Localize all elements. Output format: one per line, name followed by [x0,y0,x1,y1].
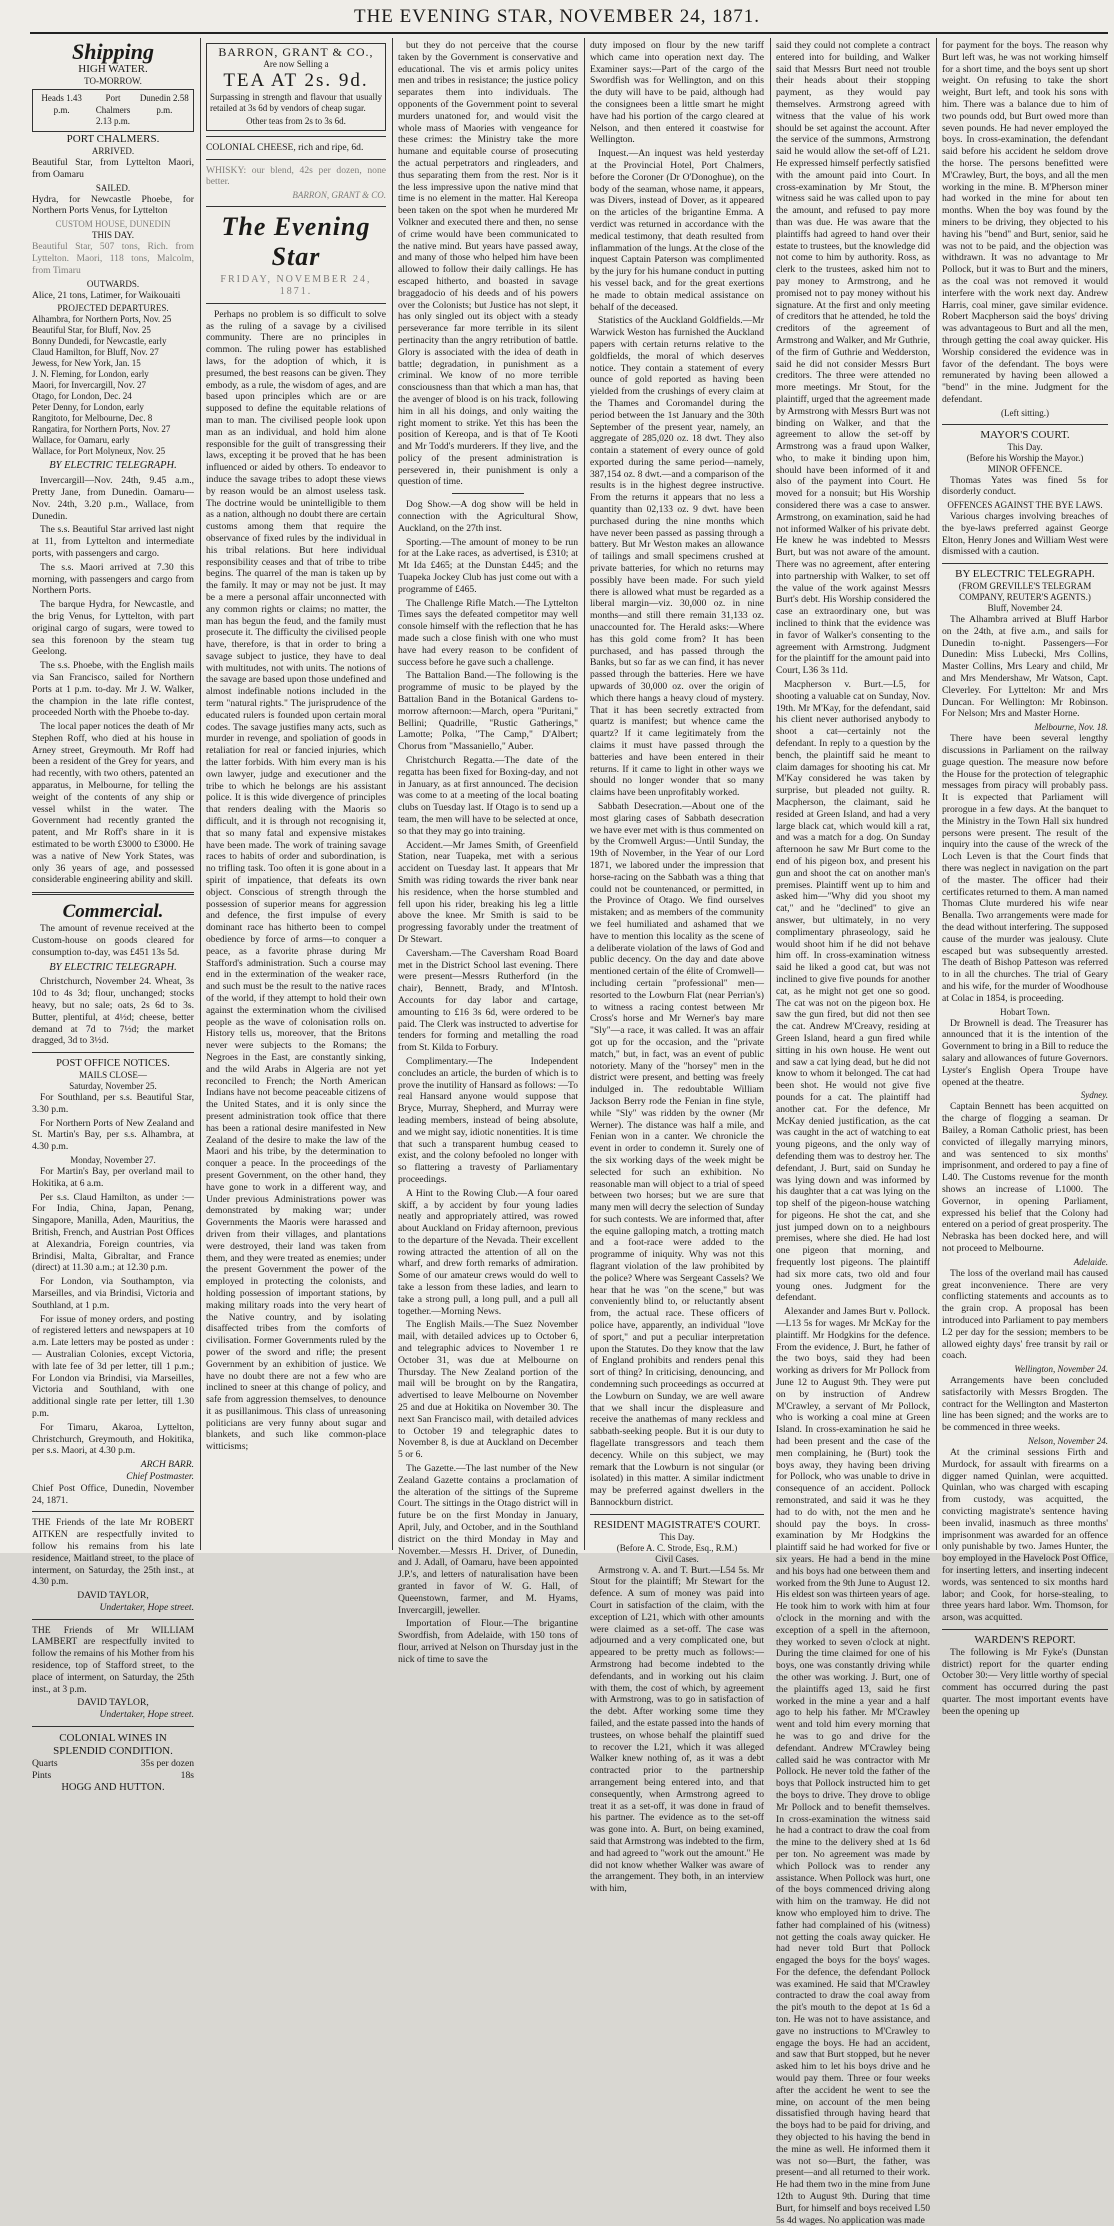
column-shipping [32,39,194,1793]
masthead-rule [30,32,1108,34]
are-now-selling: Are now Selling a [263,58,329,69]
melbourne-dateline: Melbourne, Nov. 18. [1034,722,1108,733]
departures-list [32,314,194,457]
dog-show: Dog Show.—A dog show will be held in connection with the Agricultural Show, Auckland, on the 27th inst. [398,499,578,534]
rowing-club: A Hint to the Rowing Club.—A four oared skiff, a by accident by four young ladies neatly and appropriately attired, was rowed about Auckland on Friday afternoon, previous to the departure of the Nevada. Their excellent rowing attracted the attention of all on the wharf, and drew forth remarks of admiration. Some of our amateur crews would do well to take a lesson from these ladies, and learn to take a strong pull, a long pull, and a pull all together.—Morning News. [398,1187,578,1317]
mc-before: (Before his Worship the Mayor.) [966,452,1084,463]
column-court [590,40,764,1895]
sabbath-desecration: Sabbath Desecration.—About one of the most glaring cases of Sabbath desecration we have ever met with is thus commented on by the Cromwell Argus:—Until Sunday, the 19th of November, in the Year of our Lord 1871, we labored under the impression that horse-racing on the Sabbath was a thing that could not be countenanced, or permitted, in the Province of Otago. We find ourselves mistaken; and as members of the community we feel humiliated and ashamed that we have to mention this locality as the scene of a deliberate violation of the laws of God and public decency. On the day and date above mentioned certain of the élite of Cromwell—including certain "professional" men—resorted to the Lowburn Flat (near Perrian's) to witness a racing contest between Mr Cross's horse and Mr Werner's bay mare "Sly"—a race, it was called. It was an affair got up for the occasion, and the "private match," but, in fact, was an event of public notoriety. Many of the "horsey" men in the district were present, and betting was freely indulged in. The redoubtable William Jackson Berry rode the Fenian in fine style, while "Sly" was ridden by the owner (Mr Werner). The distance was half a mile, and Fenian won in a canter. We chronicle the event in order to condemn it. Surely one of the six working days of the week might be selected for such an exhibition. No reasonable man will object to a trial of speed between two horses; but we are sure that many men will decry the selection of Sunday for such contests. We are informed that, after the equine galloping match, a trotting match and a foot-race were added to the programme of iniquity. Why was not this flagrant violation of the law prohibited by the police? Where was Sergeant Cassels? We hear that he was "on the scene," but was conveniently blind to, or reluctantly absent from, the actual race. These officers of police have, apparently, an individual "love of sport," and put a peculiar interpretation upon the Statutes. Do they know that the law of England prohibits and renders penal this sort of thing? In criticising, denouncing, and condemning such proceedings as occurred at the Lowburn on Sunday, we are well aware that we shall incur the displeasure and receive the anathemas of many reckless and sabbath-seeking people. But it is our duty to flagellate transgressors and teach them decency. While on this subject, we may remark that the Lowburn is not singular (or isolated) in this matter. A similar indictment may be preferred against dwellers in the Bannockburn district. [590,801,764,1509]
tide-dunedin: Dunedin 2.58 p.m. [139,92,189,115]
shipping-p3: The barque Hydra, for Newcastle, and the brig Venus, for Lyttelton, with part original cargo of sugars, were towed to sea this forenoon by the steam tug Geelong. [32,599,194,658]
arrived-label: ARRIVED. [91,145,135,156]
challenge-match: The Challenge Rifle Match.—The Lyttelton Times says the defeated competitor may well console himself with the reflection that he has made such a close finish with one who must have had every reason to be confident of success before he gave such a challenge. [398,597,578,668]
departure-item: Bonny Dundedi, for Newcastle, early [32,336,167,347]
wine-price-list [32,1758,194,1782]
goldfield-statistics: Statistics of the Auckland Goldfields.—Mr Warwick Weston has furnished the Auckland papers with certain returns relative to the goldfields, the moral of which deserves notice. They contain a statement of every ounce of gold reported as having been yielded from the crushings of every claim at the Thames and Coromandel during the period between the 1st January and the 30th September of the present year, namely, an aggregate of 285,020 oz. 18 dwt. They also contain a statement of every ounce of gold exported during the same period—namely, 387,154 oz. 8 dwt.—and a comparison of the results is in the highest degree instructive. From the returns it appears that no less a quantity than 02,133 oz. 9 dwt. have been purchased during the nine months which have never been passed as passing through a battery. But Mr Weston makes an allowance of tailings and small specimens crushed at private batteries, for which no returns may possibly have been made. For such yield there is allowed what must be regarded as a liberal margin—viz. 30,000 oz. in nine months—and still there remain 31,133 oz. unaccounted for. The Herald asks:—Where has this gold come from? It has been purchased, and has passed through the Banks, but so far as we can find, it has never passed through the batteries. Here we have upwards of 30,000 oz. over the origin of which there hangs a heavy cloud of mystery. That it has been secretly extracted from quartz is manifest; but whence came the quartz? If it came legitimately from the claims it must have passed through the batteries and have been entered in their returns. If it came to light in other ways we should no longer wonder that so many claims have been unprofitably worked. [590,315,764,799]
departure-item: Rangitoto, for Melbourne, Dec. 8 [32,413,153,424]
cheese-advert: COLONIAL CHEESE, rich and ripe, 6d. [206,141,364,153]
sailed-text: Hydra, for Newcastle Phoebe, for Northern Ports Venus, for Lyttelton [32,193,194,217]
departure-item: Maori, for Invercargill, Nov. 27 [32,380,146,391]
arrived-text: Beautiful Star, from Lyttelton Maori, from Oamaru [32,156,194,180]
departure-item: Rangatira, for Northern Ports, Nov. 27 [32,424,171,435]
rm-before: (Before A. C. Strode, Esq., R.M.) [616,1542,738,1553]
this-day: THIS DAY. [91,230,134,241]
editorial-text: Perhaps no problem is so difficult to solve as the ruling of a savage by a civilised community. There are no principles in common. The ruling power has established laws, for the adoption of which, it is presumed, the best reasons can be given. They embody, as a rule, the wisdom of ages, and are based upon principles which are or are supposed to define the equitable relations of man to man. The civilised people look upon man as an individual, and hold him alone responsible for the guilt of transgressing their laws, excepting it be proved that he has been influenced or aided by others. To endeavor to induce the savage tribes to adopt these views by reason would be an almost useless task. The doctrine would be unintelligible to them as a nation, although no doubt there are certain customs among them that require the observance of fixed rules by the individual in his tribal relations. But here individual responsibility ceases and that of tribe to tribe begins. The quarrel of the man is taken up by the family. It may or may not be just. It may be a mere a personal affair unconnected with any common rights or claims; no matter, the man has begun the feud, and the family must prosecute it. The difficulty the civilised people have, therefore, is that in order to bring a savage subject to justice, they have to deal with multitudes, not with units. The notions of the savage are based upon those undefined and almost indefinable notions included in the term "natural rights." The jurisprudence of the educated rulers is founded upon certain moral codes. The savage justifies many acts, such as murder in revenge, and spoliation of goods in retaliation for real or fancied injuries, which the latter forbids. With him every man is his own lawyer, judge and executioner and the tribe to which he belongs are his assistant police. It is this wide divergence of principles that renders dealing with the Maoris so difficult, and it is through not recognising it, that so many fatal and expensive mistakes have been made. The work of training savage races to habits of order and subordination, is no trifling task. Too often it is gone about in a spirit of impatience, that defeats its own object. Conscious of strength through the possession of superior means for aggression and defence, the first impulse of every dominant race has hitherto been to compel obedience by force of arms—to conquer a peace, as a favorite phrase during Mr Stafford's administration. Such a course may end in the extermination of the weaker race, and such must be the result to the native races of the world, if they attempt to hold their own against the extermination whom the civilised people as the wave of colonisation rolls on. History tells us, moreover, that the Britons never were subjects to the Romans; the Negroes in the East, are constantly sinking, and the wild Arabs in Algeria are not yet reconciled to French; the North American Indians have not become peaceable citizens of the United States, and it is only since the present administration took office that there has been a rational desire manifested in New Zealand of the desire to make the law of the Maori and his tribe, by the determination to conquer a peace. In the proceedings of the present Government, on the other hand, they have gone to work in a different way, and Under previous Administrations power was demonstrated by making war; under Governments the Maoris were harassed and driven from their villages, and plantations were destroyed, their land was taken from them, and they were treated as enemies; under the present Government the power of the employed in protecting the colonists, and holding possession of important stations, by making military roads into the very heart of the Native country, and by isolating disaffected tribes from the comforts of civilisation. Former Governments ruled by the power of the sword and rifle; the present Government by an exhibition of justice. We have no doubt there are not a few who are inclined to sneer at this change of policy, and safe from aggression themselves, to denounce it as pusillanimous. This class of unreasoning politicians are very funny about sugar and blankets, and such like common-place witticisms; [206,308,386,1453]
flour-importation: Importation of Flour.—The brigantine Swordfish, from Adelaide, with 150 tons of flour, arrived at Nelson on Thursday just in the nick of time to save the [398,1618,578,1665]
other-teas: Other teas from 2s to 3s 6d. [246,115,346,126]
editorial-date: FRIDAY, NOVEMBER 24, 1871. [220,274,372,297]
nelson-text: At the criminal sessions Firth and Murdock, for assault with firearms on a digger named Quinlan, were acquitted. Quinlan, who was charged with escaping from custody, was acquitted, the convicting magistrate's sentence having been invalid, inasmuch as three months' imprisonment was awarded for an offence only punishable by two. James Hunter, the boy employed in the Havelock Post Office, for inserting letters, and inserting indecent words, was sentenced to six months hard labor; and Cook, for horse-stealing, to three years hard labor. Wm. Thomson, for arson, was acquitted. [942,1447,1108,1624]
commercial-title: Commercial. [62,901,164,923]
macpherson-case: Macpherson v. Burt.—L5, for shooting a valuable cat on Sunday, Nov. 19th. Mr M'Kay, for the defendant, said his client never authorised anybody to shoot a cat—certainly not the defendant. In reply to a question by the bench, the plaintiff said he meant to claim damages for shooting his cat. Mr M'Kay considered he was taken by surprise, but pleaded not guilty. R. Macpherson, the claimant, said he resided at Green Island, and had a very large black cat, which would kill a rat, and was a match for a dog. On Sunday afternoon he saw Mr Burt come to the end of his pigeon box, and present his gun and shoot the cat on another man's premises. Plaintiff went up to him and asked him—"Why did you shoot my cat," and he "declined" to give an answer, but ultimately, in no very complimentary phraseology, said he would shoot him if he did not behave him off. In cross-examination witness said he liked a good cat, but was not inclined to give five pounds for another cat, as he might not get one so good. The cat was not on the pigeon box. He saw the gun fired, but did not then see the cat. Andrew M'Creavy, residing at Green Island, heard a gun fired while sitting in his own house. He went out and saw a cat lying dead, but he did not know to whom it belonged. The cat had been shot. He would not give five pounds for a cat. The plaintiff had another cat. For the defence, Mr McKay denied justification, as the cat was caught in the act of watching to eat young pigeons, and the only way of defending them was to destroy her. The defendant, J. Burt, said on Sunday he was lying down and was informed by his daughter that a cat was lying on the top shelf of the pigeon-house watching for pigeons. He shot the cat, and she just jumped down on to a neighbours premises, where she died. He had lost one pigeon that morning, and frequently lost pigeons. The plaintiff had six more cats, two old and four young ones. Judgment for the defendant. [776,679,930,1304]
po-date: Chief Post Office, Dunedin, November 24, 1871. [32,1482,194,1506]
column-news [398,40,578,1665]
civil-cases: Civil Cases. [655,1553,699,1564]
gazette: The Gazette.—The last number of the New Zealand Gazette contains a proclamation of the alteration of the sittings of the Supreme Court. The sittings in the Otago district will in future be on the first Monday in January, April, July, and October, and in the Southland district on the third Monday in May and November.—Messrs H. Driver, of Dunedin, and J. Adall, of Oamaru, have been appointed J.P.'s, and letters of naturalisation have been granted in favor of W. G. Hall, of Queenstown, farmer, and M. Hyams, Invercargill, jeweller. [398,1463,578,1616]
barron-advert [206,43,386,131]
departure-item: J. N. Fleming, for London, early [32,369,149,380]
sporting: Sporting.—The amount of money to be run for at the Lake races, as advertised, is £310; at Mt Ida £465; at the Dunstan £445; and the Tuapeka Jockey Club has just come out with a programme of £465. [398,536,578,595]
shipping-p4: The s.s. Phoebe, with the English mails via San Francisco, sailed for Northern Ports at 1 p.m. to-day. Mr J. W. Walker, the champion in the late rifle contest, proceeded North with the Phoebe to-day. [32,660,194,719]
po-p3: For Martin's Bay, per overland mail to Hokitika, at 6 a.m. [32,1166,194,1189]
column-rule-1 [200,38,201,1550]
po-p7: For Timaru, Akaroa, Lyttelton, Christchurch, Greymouth, and Hokitika, per s.s. Maori, at 4.30 p.m. [32,1421,194,1457]
departure-item: Jewess, for New York, Jan. 15 [32,358,141,369]
hobart-text: Dr Brownell is dead. The Treasurer has announced that it is the intention of the Government to bring in a Bill to reduce the salary and allowances of future Governors. Lyster's English Opera Troupe have opened at the theatre. [942,1017,1108,1088]
departure-item: Wallace, for Port Molyneux, Nov. 25 [32,446,166,457]
saturday-label: Saturday, November 25. [69,1081,157,1092]
column-rule-3 [584,38,585,1550]
editorial-continued: but they do not perceive that the course taken by the Government is conservative and educational. The vis et armis policy unites men and tribes in resistance; the justice policy separates them into individuals. The opponents of the Government point to several murders unatoned for, and would visit the whole mass of Maories with vengeance for these crimes: the Ministry take the more humane and equitable course of prosecuting the actual perpetrators and ringleaders, and thus separating them from the rest. Nor is it the less impressive upon the native mind that time is no element in the matter. Hal Kereopa been taken on the spot when he murdered Mr Volkner and executed there and then, no sense of crime would have been communicated to the native mind. But years have passed away, and many of those who helped him have been allowed to follow their daily callings. He has escaped hitherto, and boasted in savage braggadocio of his deeds and of his powers over the Colonists; but Justice has not slept, it has only singled out its object with a steady perseverance far more terrible in its silent pertinacity than the angry retribution of battle. Glory is associated with the idea of death in battle; degradation, in punishment as a criminal. We know of no more terrible consciousness than that which a man has, that the avenger of blood is on his track, following him in all his doings, and only waiting the right moment to strike. Yet this has been the position of Kereopa, and is that of Te Kooti and Mr Todd's murderers. If they live, and the policy of the present administration is persevered in, their punishment is only a question of time. [398,40,578,488]
wines-heading: COLONIAL WINES IN SPLENDID CONDITION. [53,1732,173,1758]
complimentary: Complimentary.—The Independent concludes an article, the burden of which is to prove the inutility of Hansard as follows: —To real Hansard anyone would suppose that Bryce, Murray, Shepherd, and Murray were leading members, instead of being absolute, and we might say, idiotic nonentities. It is time that such a transparent humbug ceased to exist, and the colony befooled no longer with so flattering a travesty of Parliamentary proceedings. [398,1055,578,1185]
funeral-notice-1: THE Friends of the late Mr ROBERT AITKEN are respectfully invited to follow his remains from his late residence, Maitland street, to the place of interment, on Saturday, the 25th inst., at 4.30 p.m. [32,1517,194,1588]
rm-this-day: This Day. [659,1531,695,1542]
adelaide-dateline: Adelaide. [1073,1256,1108,1267]
taylor-2: DAVID TAYLOR, [77,1697,149,1709]
nelson-dateline: Nelson, November 24. [1028,1436,1108,1447]
monday-label: Monday, November 27. [70,1155,156,1165]
tea-price: TEA AT 2s. 9d. [223,69,369,91]
po-p2: For Northern Ports of New Zealand and St. Martin's Bay, per s.s. Alhambra, at 4.30 p.m. [32,1117,194,1153]
minor-text: Thomas Yates was fined 5s for disorderly conduct. [942,474,1108,498]
byelaws-text: Various charges involving breaches of the bye-laws preferred against George Elton, Henry Jones and William West were dismissed with a caution. [942,511,1108,558]
wardens-heading: WARDEN'S REPORT. [974,1634,1076,1647]
mails-close: MAILS CLOSE— [79,1070,147,1081]
po-p5: For London, via Southampton, via Marseilles, and via Brindisi, Victoria and Southland, at 1 p.m. [32,1276,194,1311]
armstrong-case: Armstrong v. A. and T. Burt.—L54 5s. Mr Stout for the plaintiff; Mr Stewart for the defence. A sum of money was paid into Court in satisfaction of the claim, with the exception of L21, which with other amounts were claimed as a set-off. The case was adjourned and a very complicated one, but appeared to be pretty much as follows:—Armstrong had become indebted to the defendants, and in working out his claim with them, the cost of which, by agreement with Armstrong, was to go in satisfaction of the debt. After working some time they failed, and the estate passed into the hands of trustees, on whose behalf the plaintiff sued to recover the L21, which it was alleged Walker knew nothing of, as it was a debt contracted prior to the partnership arrangement being entered into, and that consequently, when Armstrong agreed to treat it as a set-off, it was done in fraud of his partner. The evidence as to the set-off was gone into. A. Burt, on being examined, said that Armstrong was indebted to the firm, and had agreed to "work out the amount." He did not know whether Walker was aware of the arrangement. They both, in an interview with him, [590,1564,764,1895]
wellington-dateline: Wellington, November 24. [1014,1364,1108,1375]
sydney-text: Captain Bennett has been acquitted on the charge of flogging a seaman. Dr Bailey, a Roman Catholic priest, has been convicted of illegally marrying minors, and was sentenced to six months' imprisonment, and ordered to pay a fine of L40. The Customs revenue for the month shows an increase of L1000. The Governor, in opening Parliament, expressed his belief that the Colony had entered on a period of great prosperity. The Nebraska has been docked here, and will not proceed to Melbourne. [942,1101,1108,1254]
departure-item: Alhambra, for Northern Ports, Nov. 25 [32,314,172,325]
wellington-text: Arrangements have been concluded satisfactorily with Messrs Brogden. The contract for the Wellington and Masterton line has been signed; and the works are to be commenced in three weeks. [942,1375,1108,1434]
tide-table [32,89,194,132]
hogg-hutton: HOGG AND HUTTON. [61,1781,165,1793]
bluff-text: The Alhambra arrived at Bluff Harbor on the 24th, at five a.m., and sails for Dunedin to-night. Passengers—For Dunedin: Miss Lubecki, Mrs Collins, Master Collins, Mrs Leary and child, Mr and Mrs Mendershaw, Mr Watson, Capt. Cleverley. For Lyttelton: Mr and Mrs Duncan. For Wellington: Mr Robinson. For Nelson; Mrs and Master Horne. [942,614,1108,720]
high-water: HIGH WATER. [78,63,148,75]
column-rule-5 [936,38,937,1550]
barron-name: BARRON, GRANT & CO., [218,45,374,59]
wine-price: 35s per dozen [140,1758,194,1770]
departure-item: Otago, for London, Dec. 24 [32,391,132,402]
telegraph-heading-3: BY ELECTRIC TELEGRAPH. [955,568,1095,581]
hobart-dateline: Hobart Town. [1000,1006,1050,1017]
caversham: Caversham.—The Caversham Road Board met in the District School last evening. There were present—Messrs Rutherford (in the chair), Bennett, Brady, and M'Intosh. Accounts for day labor and cartage, amounting to £16 3s 6d, were ordered to be paid. The Clerk was instructed to advertise for tenders for forming and metalling the road from St. Kilda to Forbury. [398,947,578,1054]
shipping-p1: The s.s. Beautiful Star arrived last night at 11, from Lyttelton and intermediate ports, with passengers and cargo. [32,524,194,559]
shipping-title: Shipping [72,39,154,64]
wine-size: Quarts [32,1758,58,1770]
shipping-p5: The local paper notices the death of Mr Stephen Roff, who died at his house in Arney street, Greymouth. Mr Roff had been a resident of the Grey for years, and had recently, with two others, patented an apparatus, in Melbourne, for telling the weight of the contents of any ship or vessel whilst in the water. The Government had recently granted the patent, and Mr Roff's share in it is estimated to be worth £3000 to £3000. He was a native of New York States, was only 36 years of age, and possessed considerable engineering ability and skill. [32,721,194,886]
minor-offence: MINOR OFFENCE. [987,463,1063,474]
arch-barr: ARCH BARR. [140,1459,194,1471]
melbourne-text: There have been several lengthy discussions in Parliament on the railway guage question. The measure now before the House for the protection of telegraphic messages from piracy will probably pass. It is expected that Parliament will prorogue in a few days. At the banquet to the Ministry in the Town Hall six hundred persons were present. The result of the inquiry into the cause of the wreck of the Loch Leven is that the Court finds that there was neglect in navigation on the part of the master. The officer had their certificates returned to them. A man named Thomas Clute murdered his wife near Benalla. Two arrangements were made for the dead without interfering. The supposed cause of the murder was jealousy. Clute escaped but was subsequently arrested. The death of Bishop Patteson was referred to in all the churches. The trial of Geary and his wife, for the murder of Woodhouse at Colac in 1854, is proceeding. [942,733,1108,1004]
telegraph-heading-2: BY ELECTRIC TELEGRAPH. [49,961,177,973]
reuters-credit: (FROM GREVILLE'S TELEGRAM COMPANY, REUTER'S AGENTS.) [958,581,1092,603]
undertaker-1: Undertaker, Hope street. [99,1601,194,1613]
to-morrow: TO-MORROW. [84,75,142,86]
burt-pollock-case: Alexander and James Burt v. Pollock.—L13 5s for wages. Mr McKay for the plaintiff. Mr Hodgkins for the defence. From the evidence, J. Burt, he father of the two boys, said they had been working as drivers for Mr Pollock from June 12 to August 9th. They were put on by instruction of Andrew M'Crawley, a servant of Mr Pollock, who is working a coal mine at Green Island. In cross-examination he said he had been present and the case of the men complaining, he (Burt) took the boys away, they having been driving for Pollock, who was unable to drive in consequence of an accident. Pollock remonstrated, and said it was he they had to do with, not the men and he should pay the boys. In cross-examination by Mr Hodgkins the plaintiff said he had worked for five or six years. He had a bend in the mine and his boys had one between them and worked from the 9th June to August 12. His eldest son was thirteen years of age. He took him to work with him at four o'clock in the morning and with the exception of a spell in the afternoon, they worked to seven o'clock at night. During the time claimed for one of his boys, one was constantly driving while the other was working. J. Burt, one of the plaintiffs aged 13, said he first worked in the mine a year and a half ago to help his father. Mr M'Crawley went and told him every morning that he was to go and drive for the defendant. Andrew M'Crawley being called said he was contractor with Mr Pollock. He never told the father of the boys that Pollock instructed him to get the boys to drive. They drove to oblige Mr Pollock and to benefit themselves. In cross-examination the witness said he had a contract to draw the coal from the mine to the delivery shed at 1s 6d per ton. No agreement was made by which Pollock was to render any assistance. When Pollock was hurt, one of the boys commenced driving along with him on the tramway. He did not know who employed him to drive. The father had complained of his (witness) not getting the coals away quicker. He had never told Burt that Pollock engaged the boys for the boys' wages. For the defence, the defendant Pollock was examined. He said that M'Crawley contracted to draw the coal away from the pit's mouth to the depot at 1s 6d a ton. He was not to have assistance, and gave no instructions to M'Crawley to engage the boys. He had an accident, and saw that Burt stopped, but he never asked him to let his boys drive and he would pay them. Three or four weeks after the accident he went to see the mine, on account of the men being dissatisfied through having heard that the boys had to be paid for driving, and they objected to his having the bend in the mine as well. He informed them it was not so—Burt, the father, was present—and all returned to their work. He had them two in the mine from June 12th to August 9th. During that time Burt, for himself and boys received L50 5s 4d wages. No application was made [776,1306,930,2226]
paper-title: The Evening Star [221,212,371,272]
sydney-dateline: Sydney. [1080,1090,1108,1101]
accident: Accident.—Mr James Smith, of Greenfield Station, near Tuapeka, met with a serious accident on Tuesday last. It appears that Mr Smith was riding towards the river bank near his residence, when the horse stumbled and fell upon his rider, breaking his leg a little above the knee. Mr Smith is said to be progressing favorably under the treatment of Dr Stewart. [398,839,578,945]
departure-item: Claud Hamilton, for Bluff, Nov. 27 [32,347,159,358]
inquest: Inquest.—An inquest was held yesterday at the Provincial Hotel, Port Chalmers, before the Coroner (Dr O'Donoghue), on the body of the seaman, whose name, it appears, was Divers, instead of Dover, as it appeared on the articles of the brigantine Emma. A verdict was returned in accordance with the medical testimony, that death resulted from inflammation of the lungs. At the close of the inquest Captain Paterson was complimented by the jury for his humane conduct in putting his vessel back, and for the great exertions he made to obtain medical assistance on behalf of the deceased. [590,148,764,313]
adelaide-text: The loss of the overland mail has caused great inconvenience. There are very conflicting statements and accounts as to the grain crop. A proposal has been introduced into Parliament to pay members L2 per day for the session; members to be allowed eighty days' free transit by rail or coach. [942,1267,1108,1362]
wine-row [32,1758,194,1770]
mc-this-day: This Day. [1007,441,1043,452]
inwards-text: Beautiful Star, 507 tons, Rich. from Lyttelton. Maori, 118 tons, Malcolm, from Timaru [32,241,194,276]
wardens-text: The following is Mr Fyke's (Dunstan district) report for the quarter ending October 30:— Very little worthy of special comment has occurred during the past quarter. The most important events have been the opening up [942,1646,1108,1717]
column-editorial [206,40,386,1550]
left-sitting: (Left sitting.) [1001,407,1049,418]
taylor-1: DAVID TAYLOR, [77,1590,149,1602]
mayors-court-heading: MAYOR'S COURT. [980,428,1070,441]
custom-house: CUSTOM HOUSE, DUNEDIN [55,219,171,230]
projected-label: PROJECTED DEPARTURES. [57,303,169,314]
armstrong-continued: said they could not complete a contract entered into for building, and Walker said that Messrs Burt need not trouble their heads about their stopping payment, as they would pay themselves. Armstrong agreed with witness that the value of his work should be set against the account. After the service of the summons, Armstrong said he would allow the set-off of L21. He expressed himself perfectly satisfied with the amount paid into Court. In cross-examination by Mr Stout, the witness said he was called upon to pay the amount, and refused to pay more than was due. He was aware that the plaintiffs had agreed to hand over their estate to trustees, but the knowledge did not come to him by authority. Ross, as clerk to the trustees, asked him not to pay money to Armstrong, and he promised not to pay money without his signature. At the first and only meeting of creditors that he attended, he told the creditors of the agreement of Armstrong and Walker, and Mr Guthrie, of the firm of Guthrie and Wedderston, said he did not consider Messrs Burt creditors. The three were attended no more meetings. Mr Stout, for the plaintiff, urged that the agreement made by Armstrong with Messrs Burt was not binding on Walker, and that the agreement to allow the set-off by Armstrong was a fraud upon Walker, who, to make it binding upon him, should have been informed of it and also of the payment into Court. He moved for a nonsuit; but His Worship considered there was a case to answer. Armstrong, on examination, said he had not informed Walker of his private debt. He knew he was indebted to Messrs Burt, but was not aware of the amount. There was no agreement, after entering into partnership with Walker, to set off the value of the work against Messrs Burt's debt. His Worship considered the case an extraordinary one, but was inclined to think that the evidence was in favor of Walker's consenting to the agreement with Armstrong. Judgment for the plaintiff for the amount paid into Court, L36 3s 11d. [776,40,930,677]
sailed-label: SAILED. [95,182,131,193]
column-telegraph [942,40,1108,1717]
tide-heads: Heads 1.43 p.m. [41,92,82,115]
departure-item: Wallace, for Oamaru, early [32,435,130,446]
column-cases [776,40,930,2226]
column-rule-4 [770,38,771,1550]
tea-text: Surpassing in strength and flavour that usually retailed at 3s 6d by vendors of cheap sugar. [210,91,382,113]
po-p4: Per s.s. Claud Hamilton, as under :— For India, China, Japan, Penang, Singapore, Manilla, Aden, Mauritius, the British, French, and Austrian Post Offices at Alexandria, Foreign countries, via Brindisi, Malta, Gibraltar, and France (direct) at 11.30 a.m.; at 12.30 p.m. [32,1191,194,1274]
postmaster: Chief Postmaster. [126,1470,194,1482]
masthead: THE EVENING STAR, NOVEMBER 24, 1871. [353,6,761,27]
resident-court-heading: RESIDENT MAGISTRATE'S COURT. [593,1519,761,1531]
barron-signature: BARRON, GRANT & CO. [292,190,386,201]
outwards-text: Alice, 21 tons, Latimer, for Waikouaiti [32,289,181,301]
column-rule-2 [392,38,393,1550]
byelaws-heading: OFFENCES AGAINST THE BYE LAWS. [947,500,1103,511]
port-chalmers-heading: PORT CHALMERS. [66,133,160,146]
funeral-notice-2: THE Friends of Mr WILLIAM LAMBERT are respectfully invited to follow the remains of his Mother from his residence, top of Stafford street, to the place of interment, on Saturday, the 25th inst., at 3 p.m. [32,1624,194,1695]
english-mails: The English Mails.—The Suez November mail, with detailed advices up to October 6, and telegraphic advices to November 1 re October 31, was due at Melbourne on Thursday. The New Zealand portion of the mail will be brought on by the Rangatira, advertised to leave Melbourne on November 25 and due at Hokitika on November 30. The next San Francisco mail, with detailed advices to October 19 and telegraphic dates to November 8, is due at Auckland on December 5 or 6. [398,1319,578,1461]
duty-continued: duty imposed on flour by the new tariff which came into operation next day. The Examiner says:—Part of the cargo of the Swordfish was for Wellington, and on this the duty will have to be paid, although had the consignees been a little smart he might have had his portion of the cargo cleared at Nelson, and then entered it coastwise for Wellington. [590,40,764,146]
tide-port: Port Chalmers 2.13 p.m. [95,92,131,127]
outwards-label: OUTWARDS. [86,278,140,289]
wine-size: Pints [32,1769,52,1781]
christchurch-regatta: Christchurch Regatta.—The date of the regatta has been fixed for Boxing-day, and not in January, as at first announced. The decision was come to at a meeting of the local boating clubs on Tuesday last. If Otago is to send up a team, the men will have to be selected at once, so that they may go into training. [398,755,578,837]
bluff-dateline: Bluff, November 24. [987,603,1063,614]
po-p6: For issue of money orders, and posting of registered letters and newspapers at 10 a.m. Late letters may be posted as under :— Australian Colonies, except Victoria, with late fee of 3d per letter, till 1 p.m.; For London via Brindisi, via Marseilles, Victoria and Southland, with one additional single rate per letter, till 1.30 p.m. [32,1313,194,1419]
post-office-heading: POST OFFICE NOTICES. [56,1058,170,1070]
whisky-advert: WHISKY: our blend, 42s per dozen, none better. [206,164,386,188]
pollock-continued: for payment for the boys. The reason why Burt left was, he was not working himself for a short time, and the boys sent up short weight. On refusing to take the short weight, Burt left, and took his sons with him. There was a balance due to him of two pounds odd, but Burt owed more than seven pounds. He had never employed the boys. In cross-examination, the defendant said before his accident he seldom drove the horse. The persons benefitted were M'Crawley, Burt, the boys, and all the men working in the mine. B. M'Pherson miner had worked in the mine for about ten months. When the boy was found by the miners to be driving, they objected to his having his "bend" and Burt, senior, said he was not to be paid, and the objection was withdrawn. It was no advantage to Mr Pollock, but it was to Burt and the miners, as the coal was not removed it would interfere with the work next day. Andrew Harris, coal miner, gave similar evidence. Robert Macpherson said the boys' driving was advantageous to Burt and all the men, through getting the coal away quicker. His Worship considered the evidence was in favor of the defendant. The boys were remunerated by having been allowed a "bend" in the mine. Judgment for the defendant. [942,40,1108,405]
battalion-band: The Battalion Band.—The following is the programme of music to be played by the Battalion Band in the Botanical Gardens to-morrow afternoon:—March, opera "Puritani," Bellini; Quadrille, "Rustic Gatherings," Lamotte; Polka, "The Camp," D'Albert; Chorus from "Massaniello," Auber. [398,670,578,753]
shipping-p2: The s.s. Maori arrived at 7.30 this morning, with passengers and cargo from Northern Ports. [32,561,194,597]
commercial-p2: Christchurch, November 24. Wheat, 3s 10d to 4s 3d; flour, unchanged; stocks heavy, but no sale; oats, 2s 6d to 3s. Butter, plentiful, at 4½d; cheese, better demand at 7d to 7½d; the market dragged, 3d to 3½d. [32,976,194,1047]
telegraph-heading: BY ELECTRIC TELEGRAPH. [49,460,177,472]
arrived2-text: Invercargill—Nov. 24th, 9.45 a.m., Pretty Jane, from Dunedin. Oamaru—Nov. 24th, 3.20 p.m., Wallace, from Dunedin. [32,475,194,522]
wine-row [32,1770,194,1782]
undertaker-2: Undertaker, Hope street. [99,1709,194,1721]
departure-item: Beautiful Star, for Bluff, Nov. 25 [32,325,151,336]
po-p1: For Southland, per s.s. Beautiful Star, 3.30 p.m. [32,1092,194,1115]
commercial-p1: The amount of revenue received at the Custom-house on goods cleared for consumption to-day, was £451 13s 5d. [32,923,194,958]
departure-item: Peter Denny, for London, early [32,402,144,413]
wine-price: 18s [180,1769,194,1781]
